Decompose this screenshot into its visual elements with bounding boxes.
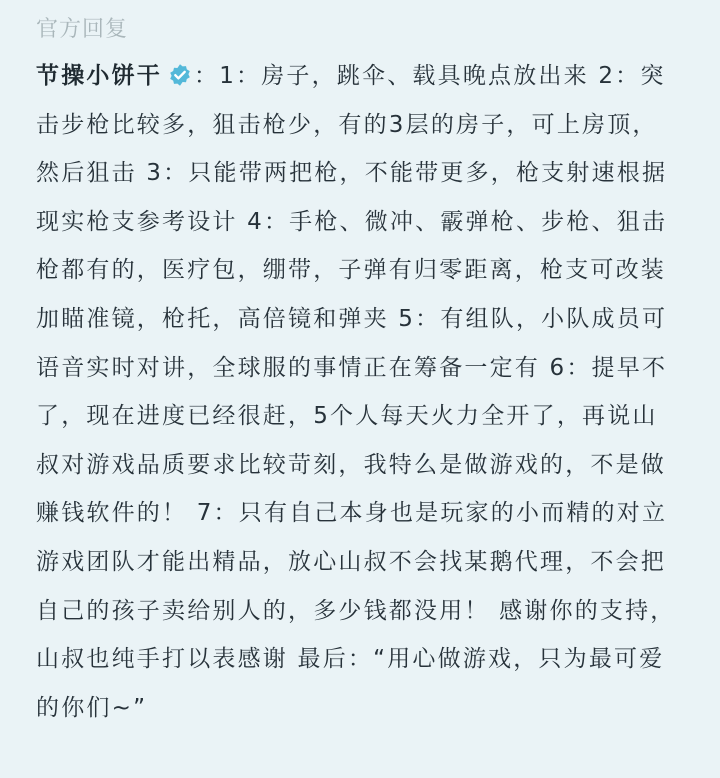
verified-badge-icon: [168, 63, 192, 87]
reply-content: [36, 52, 682, 732]
reply-text: ：1：房子，跳伞、载具晚点放出来 2：突击步枪比较多，狙击枪少，有的3层的房子，可上房顶，然后狙击 3：只能带两把枪，不能带更多，枪支射速根据现实枪支参考设计 4：手枪、微冲、霰弹枪、步枪、狙击枪都有的，医疗包，绷带，子弹有归零距离，枪支可改装加瞄准镜，枪托，高倍镜和弹夹 5：有组队，小队成员可语音实时对讲，全球服的事情正在筹备一定有 6：提早不了，现在进度已经很赶，5个人每天火力全开了，再说山叔对游戏品质要求比较苛刻，我特么是做游戏的，不是做赚钱软件的！ 7：只有自己本身也是玩家的小而精的对立游戏团队才能出精品，放心山叔不会找某鹅代理，不会把自己的孩子卖给别人的，多少钱都没用！ 感谢你的支持，山叔也纯手打以表感谢 最后：“用心做游戏，只为最可爱的你们~”: [36, 63, 676, 721]
author-name[interactable]: 节操小饼干: [36, 63, 162, 89]
section-title: 官方回复: [36, 17, 129, 42]
